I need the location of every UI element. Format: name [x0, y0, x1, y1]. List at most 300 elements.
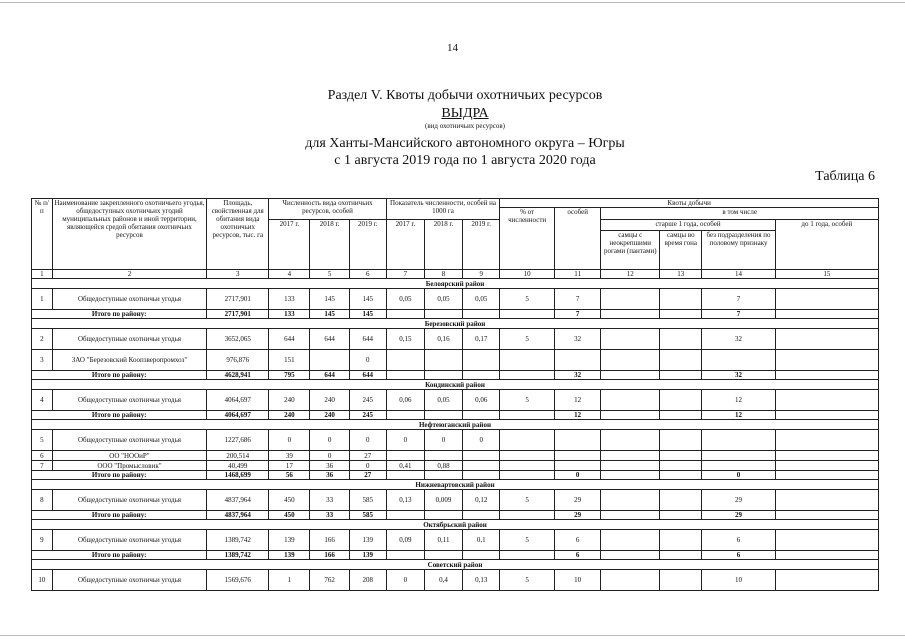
- table-cell: 0,009: [424, 490, 462, 511]
- total-cell: [500, 371, 555, 380]
- total-cell: 6: [554, 551, 600, 560]
- total-cell: 139: [349, 551, 386, 560]
- total-cell: 1468,699: [207, 471, 269, 480]
- total-cell: [601, 310, 660, 319]
- table-cell: [386, 350, 424, 371]
- table-cell: 644: [349, 329, 386, 350]
- table-cell: [702, 451, 775, 461]
- column-number: 12: [601, 270, 660, 279]
- table-number: Таблица 6: [815, 169, 875, 184]
- header-density: Показатель численности, особей на 1000 га: [386, 199, 499, 220]
- total-cell: [660, 511, 702, 520]
- table-cell: 7: [702, 289, 775, 310]
- total-cell: 7: [702, 310, 775, 319]
- table-cell: 1227,686: [207, 430, 269, 451]
- total-cell: [500, 411, 555, 420]
- row-number: 9: [32, 530, 53, 551]
- total-cell: 36: [310, 471, 349, 480]
- total-cell: [386, 310, 424, 319]
- district-name: Березовский район: [32, 319, 879, 329]
- table-cell: 139: [349, 530, 386, 551]
- column-number: 13: [660, 270, 702, 279]
- total-cell: [463, 471, 500, 480]
- column-number: 11: [554, 270, 600, 279]
- header-no: № п/п: [32, 199, 53, 270]
- table-cell: 32: [702, 329, 775, 350]
- table-cell: 0,06: [463, 390, 500, 411]
- total-cell: [424, 511, 462, 520]
- district-name: Советский район: [32, 560, 879, 570]
- table-cell: 0,17: [463, 329, 500, 350]
- total-cell: 1389,742: [207, 551, 269, 560]
- table-cell: [500, 461, 555, 471]
- total-cell: [660, 310, 702, 319]
- table-cell: 0: [349, 350, 386, 371]
- table-cell: [775, 451, 878, 461]
- total-label: Итого по району:: [32, 471, 207, 480]
- table-cell: 0: [349, 461, 386, 471]
- district-name: Белоярский район: [32, 279, 879, 289]
- table-cell: 17: [269, 461, 310, 471]
- table-cell: 0: [349, 430, 386, 451]
- column-number: 5: [310, 270, 349, 279]
- district-total-row: [32, 411, 879, 420]
- table-cell: 0: [386, 570, 424, 591]
- table-cell: [601, 430, 660, 451]
- total-cell: 145: [349, 310, 386, 319]
- total-cell: [424, 551, 462, 560]
- total-cell: 795: [269, 371, 310, 380]
- header-density-2017: 2017 г.: [386, 219, 424, 270]
- row-number: 7: [32, 461, 53, 471]
- total-cell: [601, 471, 660, 480]
- table-cell: 1: [269, 570, 310, 591]
- page-number: 14: [447, 42, 458, 54]
- table-cell: [702, 461, 775, 471]
- table-cell: 139: [269, 530, 310, 551]
- header-no-sex: без подразделения по половому признаку: [702, 231, 775, 270]
- table-cell: [775, 350, 878, 371]
- district-header-row: [32, 420, 879, 430]
- table-cell: [775, 461, 878, 471]
- table-cell: [500, 451, 555, 461]
- total-cell: [601, 411, 660, 420]
- district-name: Нижневартовский район: [32, 480, 879, 490]
- total-cell: 12: [702, 411, 775, 420]
- total-cell: 585: [349, 511, 386, 520]
- table-cell: 2717,901: [207, 289, 269, 310]
- table-cell: [660, 390, 702, 411]
- table-cell: [775, 490, 878, 511]
- table-cell: [660, 490, 702, 511]
- table-cell: [601, 451, 660, 461]
- table-cell: [463, 461, 500, 471]
- table-cell: 6: [702, 530, 775, 551]
- row-number: 2: [32, 329, 53, 350]
- district-total-row: [32, 511, 879, 520]
- table-cell: [554, 461, 600, 471]
- table-cell: 0,06: [386, 390, 424, 411]
- species-title: ВЫДРА: [441, 106, 489, 121]
- district-header-row: [32, 560, 879, 570]
- table-cell: [601, 461, 660, 471]
- total-cell: [386, 551, 424, 560]
- column-numbers-row: [32, 270, 879, 279]
- table-row: [32, 461, 879, 471]
- total-cell: 12: [554, 411, 600, 420]
- total-cell: [660, 411, 702, 420]
- table-row: [32, 451, 879, 461]
- total-cell: [424, 411, 462, 420]
- table-cell: 240: [310, 390, 349, 411]
- total-cell: [775, 471, 878, 480]
- table-cell: 151: [269, 350, 310, 371]
- total-cell: [601, 371, 660, 380]
- total-cell: [424, 310, 462, 319]
- table-cell: 0,05: [463, 289, 500, 310]
- total-cell: 450: [269, 511, 310, 520]
- ground-name: Общедоступные охотничьи угодья: [52, 430, 207, 451]
- row-number: 8: [32, 490, 53, 511]
- table-cell: 976,876: [207, 350, 269, 371]
- total-cell: 29: [554, 511, 600, 520]
- table-cell: 145: [310, 289, 349, 310]
- table-cell: 0,05: [424, 390, 462, 411]
- total-cell: 133: [269, 310, 310, 319]
- table-cell: 0,05: [424, 289, 462, 310]
- district-name: Нефтеюганский район: [32, 420, 879, 430]
- header-2018: 2018 г.: [310, 219, 349, 270]
- table-cell: 644: [269, 329, 310, 350]
- table-cell: 0: [424, 430, 462, 451]
- column-number: 10: [500, 270, 555, 279]
- total-cell: [775, 551, 878, 560]
- total-cell: 2717,901: [207, 310, 269, 319]
- total-cell: 56: [269, 471, 310, 480]
- table-cell: [463, 350, 500, 371]
- table-cell: 0,13: [386, 490, 424, 511]
- total-cell: [601, 511, 660, 520]
- table-cell: [601, 329, 660, 350]
- table-cell: [554, 430, 600, 451]
- total-cell: 644: [310, 371, 349, 380]
- column-number: 3: [207, 270, 269, 279]
- table-cell: [500, 430, 555, 451]
- table-row: [32, 530, 879, 551]
- ground-name: ОО "НООиР": [52, 451, 207, 461]
- column-number: 4: [269, 270, 310, 279]
- column-number: 9: [463, 270, 500, 279]
- table-cell: 0,4: [424, 570, 462, 591]
- table-row: [32, 390, 879, 411]
- total-cell: [463, 310, 500, 319]
- header-density-2018: 2018 г.: [424, 219, 462, 270]
- table-cell: 5: [500, 390, 555, 411]
- table-cell: [554, 350, 600, 371]
- total-cell: [424, 371, 462, 380]
- table-cell: 1389,742: [207, 530, 269, 551]
- total-cell: [500, 551, 555, 560]
- table-cell: [660, 530, 702, 551]
- table-cell: [702, 350, 775, 371]
- total-cell: [660, 471, 702, 480]
- table-cell: [775, 430, 878, 451]
- table-row: [32, 430, 879, 451]
- ground-name: ЗАО "Березовский Коопзверопромхоз": [52, 350, 207, 371]
- table-cell: [424, 350, 462, 371]
- total-label: Итого по району:: [32, 411, 207, 420]
- row-number: 6: [32, 451, 53, 461]
- total-cell: 145: [310, 310, 349, 319]
- table-cell: [660, 451, 702, 461]
- table-cell: 10: [702, 570, 775, 591]
- table-cell: 245: [349, 390, 386, 411]
- table-cell: 3652,065: [207, 329, 269, 350]
- table-cell: [601, 289, 660, 310]
- column-number: 2: [52, 270, 207, 279]
- row-number: 3: [32, 350, 53, 371]
- table-cell: [775, 390, 878, 411]
- table-cell: 12: [702, 390, 775, 411]
- total-cell: 33: [310, 511, 349, 520]
- table-cell: [601, 350, 660, 371]
- table-cell: 5: [500, 490, 555, 511]
- table-cell: [601, 390, 660, 411]
- total-label: Итого по району:: [32, 551, 207, 560]
- table-cell: 200,514: [207, 451, 269, 461]
- table-cell: [660, 329, 702, 350]
- total-cell: [775, 310, 878, 319]
- header-under1: до 1 года, особей: [775, 219, 878, 270]
- total-cell: 245: [349, 411, 386, 420]
- total-cell: [775, 411, 878, 420]
- table-cell: [660, 570, 702, 591]
- total-cell: [463, 411, 500, 420]
- table-cell: 762: [310, 570, 349, 591]
- table-cell: 5: [500, 530, 555, 551]
- table-cell: [660, 461, 702, 471]
- district-total-row: [32, 310, 879, 319]
- header-individuals: особей: [554, 208, 600, 270]
- district-total-row: [32, 471, 879, 480]
- table-cell: 5: [500, 570, 555, 591]
- table-cell: 0,09: [386, 530, 424, 551]
- table-cell: 33: [310, 490, 349, 511]
- bottom-border: [0, 635, 905, 636]
- table-cell: 145: [349, 289, 386, 310]
- table-cell: [775, 530, 878, 551]
- table-cell: 12: [554, 390, 600, 411]
- table-cell: [775, 329, 878, 350]
- table-cell: [702, 430, 775, 451]
- table-row: [32, 570, 879, 591]
- district-name: Октябрьский район: [32, 520, 879, 530]
- table-cell: 0,88: [424, 461, 462, 471]
- table-cell: 1569,676: [207, 570, 269, 591]
- table-cell: 450: [269, 490, 310, 511]
- total-label: Итого по району:: [32, 310, 207, 319]
- total-cell: 166: [310, 551, 349, 560]
- header-males-antlers: самцы с неокрепшими рогами (пантами): [601, 231, 660, 270]
- table-cell: 0: [269, 430, 310, 451]
- total-cell: 7: [554, 310, 600, 319]
- table-cell: 0,16: [424, 329, 462, 350]
- total-cell: [463, 371, 500, 380]
- header-name: Наименование закрепленного охотничьего угодья, общедоступных охотничьих угодий муниципальных районов и иной территории, являющейся средой обитания охотничьих ресурсов: [52, 199, 207, 270]
- total-cell: [500, 310, 555, 319]
- table-cell: 5: [500, 329, 555, 350]
- table-row: [32, 329, 879, 350]
- total-cell: 32: [702, 371, 775, 380]
- table-cell: 0: [386, 430, 424, 451]
- table-cell: [660, 350, 702, 371]
- total-cell: 4837,964: [207, 511, 269, 520]
- table-cell: [500, 350, 555, 371]
- total-cell: [775, 371, 878, 380]
- table-cell: 5: [500, 289, 555, 310]
- header-count: Численность вида охотничьих ресурсов, особей: [269, 199, 387, 220]
- district-header-row: [32, 520, 879, 530]
- table-cell: 39: [269, 451, 310, 461]
- table-cell: 6: [554, 530, 600, 551]
- table-cell: 7: [554, 289, 600, 310]
- table-cell: [775, 570, 878, 591]
- ground-name: Общедоступные охотничьи угодья: [52, 289, 207, 310]
- total-cell: 139: [269, 551, 310, 560]
- total-cell: 32: [554, 371, 600, 380]
- district-header-row: [32, 380, 879, 390]
- row-number: 5: [32, 430, 53, 451]
- total-cell: 29: [702, 511, 775, 520]
- table-cell: 0: [310, 451, 349, 461]
- table-cell: [554, 451, 600, 461]
- table-cell: 240: [269, 390, 310, 411]
- table-cell: 29: [702, 490, 775, 511]
- table-cell: [601, 530, 660, 551]
- table-cell: 36: [310, 461, 349, 471]
- row-number: 1: [32, 289, 53, 310]
- total-cell: [386, 471, 424, 480]
- table-cell: 10: [554, 570, 600, 591]
- total-cell: [463, 551, 500, 560]
- table-cell: 29: [554, 490, 600, 511]
- table-cell: 4064,697: [207, 390, 269, 411]
- row-number: 4: [32, 390, 53, 411]
- column-number: 15: [775, 270, 878, 279]
- total-label: Итого по району:: [32, 511, 207, 520]
- region-title: для Ханты-Мансийского автономного округа – Югры: [305, 136, 625, 151]
- total-cell: [463, 511, 500, 520]
- table-cell: 0,12: [463, 490, 500, 511]
- ground-name: Общедоступные охотничьи угодья: [52, 390, 207, 411]
- district-header-row: [32, 319, 879, 329]
- header-incl: в том числе: [601, 208, 879, 220]
- table-row: [32, 350, 879, 371]
- table-cell: 0,15: [386, 329, 424, 350]
- ground-name: Общедоступные охотничьи угодья: [52, 329, 207, 350]
- district-total-row: [32, 551, 879, 560]
- total-cell: 240: [310, 411, 349, 420]
- total-label: Итого по району:: [32, 371, 207, 380]
- total-cell: 27: [349, 471, 386, 480]
- header-2017: 2017 г.: [269, 219, 310, 270]
- total-cell: 0: [554, 471, 600, 480]
- header-area: Площадь, свойственная для обитания вида охотничьих ресурсов, тыс. га: [207, 199, 269, 270]
- table-row: [32, 289, 879, 310]
- table-cell: 0,1: [463, 530, 500, 551]
- table-cell: 32: [554, 329, 600, 350]
- table-cell: [660, 430, 702, 451]
- table-cell: [310, 350, 349, 371]
- table-cell: [424, 451, 462, 461]
- header-quota: Квоты добычи: [500, 199, 879, 208]
- column-number: 14: [702, 270, 775, 279]
- table-cell: 0,11: [424, 530, 462, 551]
- top-border: [0, 2, 905, 3]
- column-number: 1: [32, 270, 53, 279]
- table-row: [32, 490, 879, 511]
- total-cell: [386, 371, 424, 380]
- row-number: 10: [32, 570, 53, 591]
- table-cell: 0,05: [386, 289, 424, 310]
- ground-name: Общедоступные охотничьи угодья: [52, 570, 207, 591]
- column-number: 6: [349, 270, 386, 279]
- table-cell: 208: [349, 570, 386, 591]
- table-cell: 40,499: [207, 461, 269, 471]
- table-cell: 166: [310, 530, 349, 551]
- header-older: старше 1 года, особей: [601, 219, 775, 231]
- table-cell: 4837,964: [207, 490, 269, 511]
- table-cell: [386, 451, 424, 461]
- column-number: 7: [386, 270, 424, 279]
- total-cell: [386, 411, 424, 420]
- period-title: с 1 августа 2019 года по 1 августа 2020 года: [334, 153, 596, 168]
- ground-name: Общедоступные охотничьи угодья: [52, 490, 207, 511]
- total-cell: [424, 471, 462, 480]
- total-cell: [660, 371, 702, 380]
- quota-table: [31, 198, 879, 591]
- header-2019: 2019 г.: [349, 219, 386, 270]
- table-cell: [463, 451, 500, 461]
- ground-name: Общедоступные охотничьи угодья: [52, 530, 207, 551]
- header-density-2019: 2019 г.: [463, 219, 500, 270]
- district-total-row: [32, 371, 879, 380]
- total-cell: [386, 511, 424, 520]
- table-cell: [660, 289, 702, 310]
- column-number: 8: [424, 270, 462, 279]
- table-cell: 0: [463, 430, 500, 451]
- table-cell: 0: [310, 430, 349, 451]
- district-header-row: [32, 279, 879, 289]
- total-cell: [660, 551, 702, 560]
- district-header-row: [32, 480, 879, 490]
- header-pct: % от численности: [500, 208, 555, 270]
- table-cell: 133: [269, 289, 310, 310]
- ground-name: ООО "Промысловик": [52, 461, 207, 471]
- table-cell: [601, 570, 660, 591]
- total-cell: [500, 471, 555, 480]
- species-note: (вид охотничьих ресурсов): [425, 122, 505, 130]
- table-cell: 585: [349, 490, 386, 511]
- total-cell: 644: [349, 371, 386, 380]
- total-cell: [500, 511, 555, 520]
- table-cell: 27: [349, 451, 386, 461]
- district-name: Кондинский район: [32, 380, 879, 390]
- table-cell: [601, 490, 660, 511]
- total-cell: [601, 551, 660, 560]
- table-cell: 0,13: [463, 570, 500, 591]
- total-cell: 4628,941: [207, 371, 269, 380]
